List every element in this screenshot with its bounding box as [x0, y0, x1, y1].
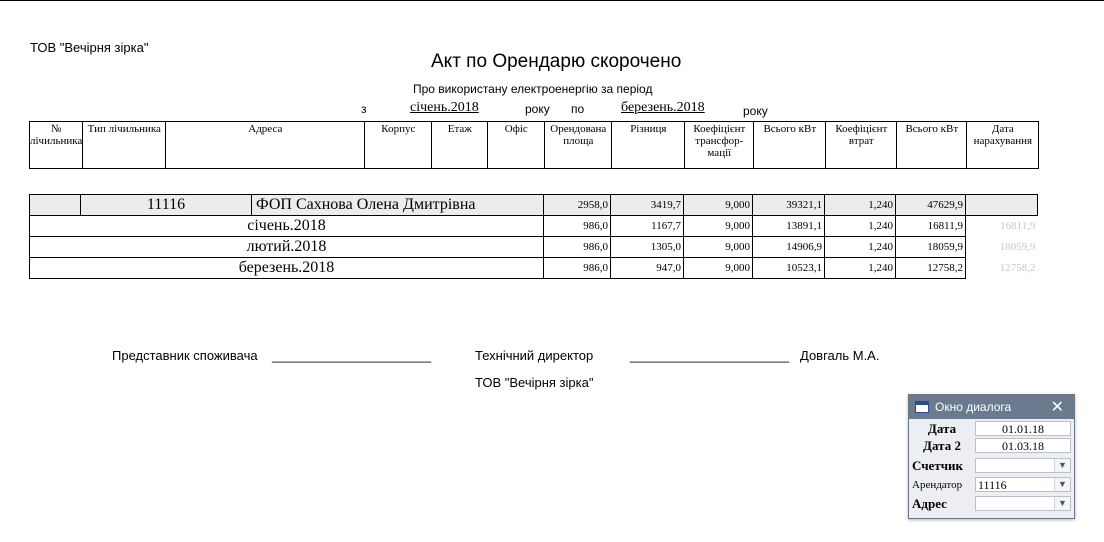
header-difference: Різниця [612, 122, 685, 169]
report-data-table [29, 194, 1038, 279]
month-coef: 9,000 [684, 237, 753, 258]
month-diff: 947,0 [611, 258, 684, 279]
month-faint-value: 18059,9 [999, 241, 1036, 253]
meter-row [912, 458, 1071, 474]
month-faint-value: 12758,2 [999, 262, 1036, 274]
report-subtitle: Про використану електроенергію за період [413, 82, 653, 96]
summary-date [966, 195, 1038, 216]
period-from-value: січень.2018 [410, 100, 479, 115]
header-loss-coef: Коефіцієнт втрат [826, 122, 897, 169]
consumer-signature-line: ______________________ [272, 348, 432, 363]
period-year-label-2: року [743, 104, 768, 118]
month-row [30, 216, 1038, 237]
company-name: ТОВ "Вечірня зірка" [30, 40, 149, 55]
month-loss: 1,240 [825, 216, 896, 237]
summary-kwt: 39321,1 [753, 195, 825, 216]
month-row [30, 258, 1038, 279]
director-label: Технічний директор [475, 348, 594, 363]
top-border [0, 0, 1104, 1]
address-row [912, 496, 1071, 512]
summary-diff: 3419,7 [611, 195, 684, 216]
address-combo[interactable] [975, 496, 1071, 511]
summary-total: 47629,9 [896, 195, 966, 216]
signature-company: ТОВ "Вечірня зірка" [475, 375, 594, 390]
chevron-down-icon[interactable]: ▼ [1054, 497, 1070, 510]
header-building: Корпус [365, 122, 432, 169]
date2-label: Дата 2 [923, 438, 961, 453]
month-coef: 9,000 [684, 258, 753, 279]
month-total: 18059,9 [896, 237, 966, 258]
month-loss: 1,240 [825, 237, 896, 258]
month-faint-value: 16811,9 [1000, 220, 1036, 233]
month-diff: 1305,0 [611, 237, 684, 258]
date2-row [912, 438, 1071, 454]
month-row [30, 237, 1038, 258]
header-charge-date: Дата нарахування [967, 122, 1039, 169]
window-icon [915, 401, 929, 413]
period-to-label: по [571, 102, 585, 116]
tenant-row [912, 477, 1071, 493]
header-total-kwt-2: Всього кВт [897, 122, 967, 169]
month-label: березень.2018 [30, 258, 544, 279]
date-field[interactable]: 01.01.18 [975, 421, 1071, 436]
header-transform-coef: Коефіцієнт трансфор-мації [685, 122, 754, 169]
period-from-label: з [361, 102, 367, 116]
month-label: січень.2018 [30, 216, 544, 237]
director-name: Довгаль М.А. [800, 348, 880, 363]
dialog-titlebar[interactable] [909, 395, 1074, 419]
summary-blank [30, 195, 81, 216]
consumer-rep-label: Представник споживача [112, 348, 258, 363]
header-total-kwt: Всього кВт [754, 122, 826, 169]
tenant-combo[interactable] [975, 477, 1071, 492]
dialog-title: Окно диалога [935, 400, 1012, 414]
header-address: Адреса [166, 122, 365, 169]
month-loss: 1,240 [825, 258, 896, 279]
director-signature-line: ______________________ [630, 348, 790, 363]
month-area: 986,0 [544, 237, 611, 258]
summary-row [30, 195, 1038, 216]
month-kwt: 13891,1 [753, 216, 825, 237]
header-office: Офіс [488, 122, 545, 169]
header-meter-type: Тип лічильника [83, 122, 166, 169]
close-icon[interactable]: ✕ [1050, 399, 1064, 416]
summary-tenant-name: ФОП Сахнова Олена Дмитрівна [252, 195, 544, 216]
period-year-label-1: року [525, 102, 550, 116]
summary-meter: 11116 [81, 195, 252, 216]
month-coef: 9,000 [684, 216, 753, 237]
chevron-down-icon[interactable]: ▼ [1054, 478, 1070, 491]
chevron-down-icon[interactable]: ▼ [1054, 459, 1070, 472]
date-row [912, 421, 1071, 437]
header-meter: № лічильника [30, 122, 83, 169]
date-label: Дата [927, 421, 957, 436]
summary-area: 2958,0 [544, 195, 611, 216]
tenant-value: 11116 [978, 478, 1007, 492]
meter-combo[interactable] [975, 458, 1071, 473]
month-total: 16811,9 [896, 216, 966, 237]
period-to-value: березень.2018 [621, 100, 705, 115]
address-label: Адрес [912, 496, 947, 511]
dialog-window [908, 394, 1075, 519]
month-kwt: 10523,1 [753, 258, 825, 279]
header-floor: Етаж [432, 122, 488, 169]
month-area: 986,0 [544, 216, 611, 237]
summary-coef: 9,000 [684, 195, 753, 216]
date2-field[interactable]: 01.03.18 [975, 438, 1071, 453]
meter-label: Счетчик [912, 458, 964, 473]
month-kwt: 14906,9 [753, 237, 825, 258]
month-diff: 1167,7 [611, 216, 684, 237]
report-title: Акт по Орендарю скорочено [431, 51, 682, 72]
month-area: 986,0 [544, 258, 611, 279]
month-label: лютий.2018 [30, 237, 544, 258]
report-header-table [29, 121, 1039, 169]
header-area: Орендована площа [545, 122, 612, 169]
summary-loss: 1,240 [825, 195, 896, 216]
month-total: 12758,2 [896, 258, 966, 279]
tenant-label: Арендатор [912, 479, 963, 491]
